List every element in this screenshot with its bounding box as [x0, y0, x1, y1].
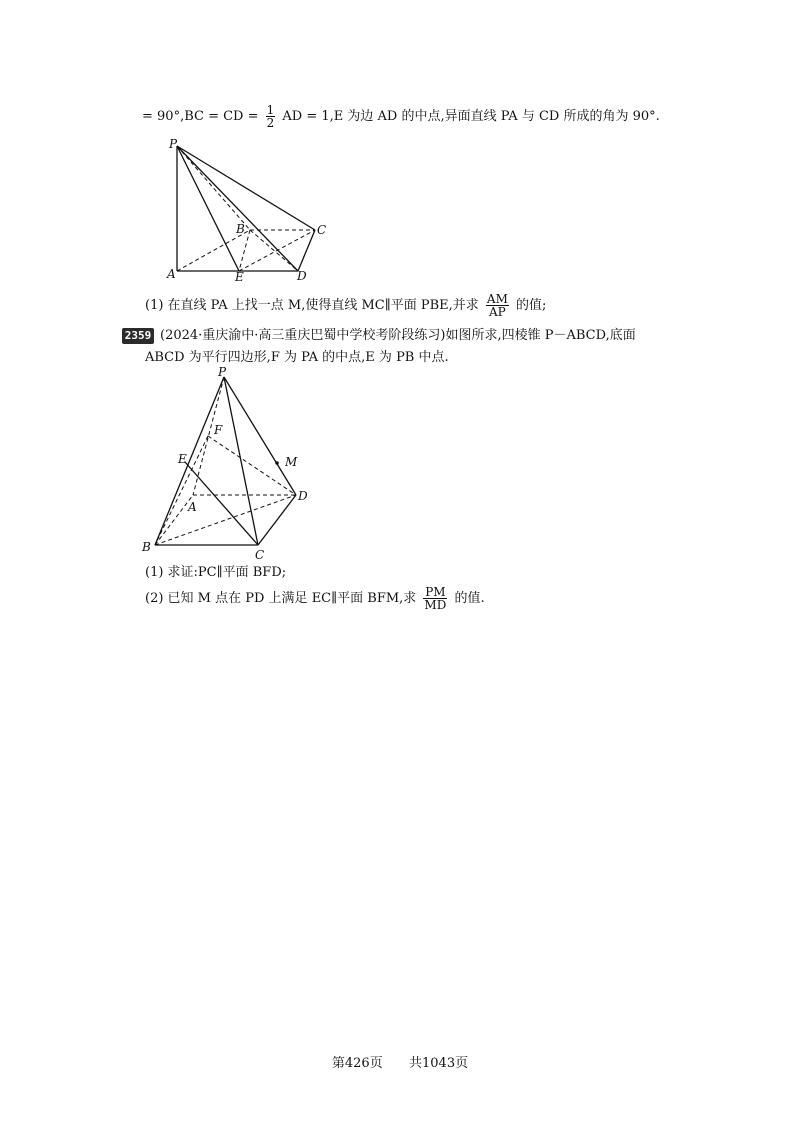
problem-intro-line1: (2024·重庆渝中·高三重庆巴蜀中学校考阶段练习)如图所求,四棱锥 P－ABCD,底面	[160, 328, 636, 343]
prev-pyramid-figure	[165, 138, 335, 283]
fraction-pm-md	[423, 586, 447, 611]
label-E: E	[178, 452, 187, 466]
label-C: C	[317, 223, 327, 237]
q2-text-b: 的值.	[454, 591, 485, 606]
page-footer	[0, 1052, 800, 1071]
total-pages: 共1043页	[409, 1056, 469, 1071]
label-B: B	[142, 540, 151, 554]
fraction-numerator: PM	[425, 585, 446, 599]
prev-line1-text-b: AD = 1,E 为边 AD 的中点,异面直线 PA 与 CD 所成的角为 90°.	[282, 109, 660, 124]
label-B: B	[236, 222, 245, 236]
label-M: M	[285, 455, 298, 469]
question-1: (1) 求证:PC∥平面 BFD;	[145, 565, 287, 580]
label-E: E	[235, 270, 244, 284]
fraction-am-ap	[486, 293, 509, 318]
fraction-numerator: AM	[486, 292, 508, 306]
fraction-numerator: 1	[266, 103, 275, 117]
label-P: P	[218, 365, 227, 379]
fraction-denominator: 2	[266, 116, 275, 130]
label-P: P	[169, 137, 178, 151]
prev-q1-text-a: (1) 在直线 PA 上找一点 M,使得直线 MC∥平面 PBE,并求	[145, 298, 479, 313]
label-A: A	[167, 267, 176, 281]
prev-problem-line1	[142, 104, 660, 129]
prev-q1-text-b: 的值;	[516, 298, 547, 313]
problem-number-badge: 2359	[122, 328, 154, 344]
fraction-denominator: AP	[489, 305, 506, 319]
label-C: C	[255, 548, 265, 562]
fraction-one-half	[266, 104, 276, 129]
prev-line1-text-a: = 90°,BC = CD =	[142, 109, 259, 124]
problem-intro-line2: ABCD 为平行四边形,F 为 PA 的中点,E 为 PB 中点.	[145, 350, 449, 365]
label-A: A	[188, 500, 197, 514]
label-D: D	[297, 269, 307, 283]
label-D: D	[298, 489, 308, 503]
q2-text-a: (2) 已知 M 点在 PD 上满足 EC∥平面 BFM,求	[145, 591, 417, 606]
page-number: 第426页	[331, 1056, 383, 1071]
fraction-denominator: MD	[424, 598, 447, 612]
question-2	[145, 586, 485, 611]
prev-question-1	[145, 293, 546, 318]
pyramid-figure	[140, 365, 330, 565]
label-F: F	[214, 423, 223, 437]
